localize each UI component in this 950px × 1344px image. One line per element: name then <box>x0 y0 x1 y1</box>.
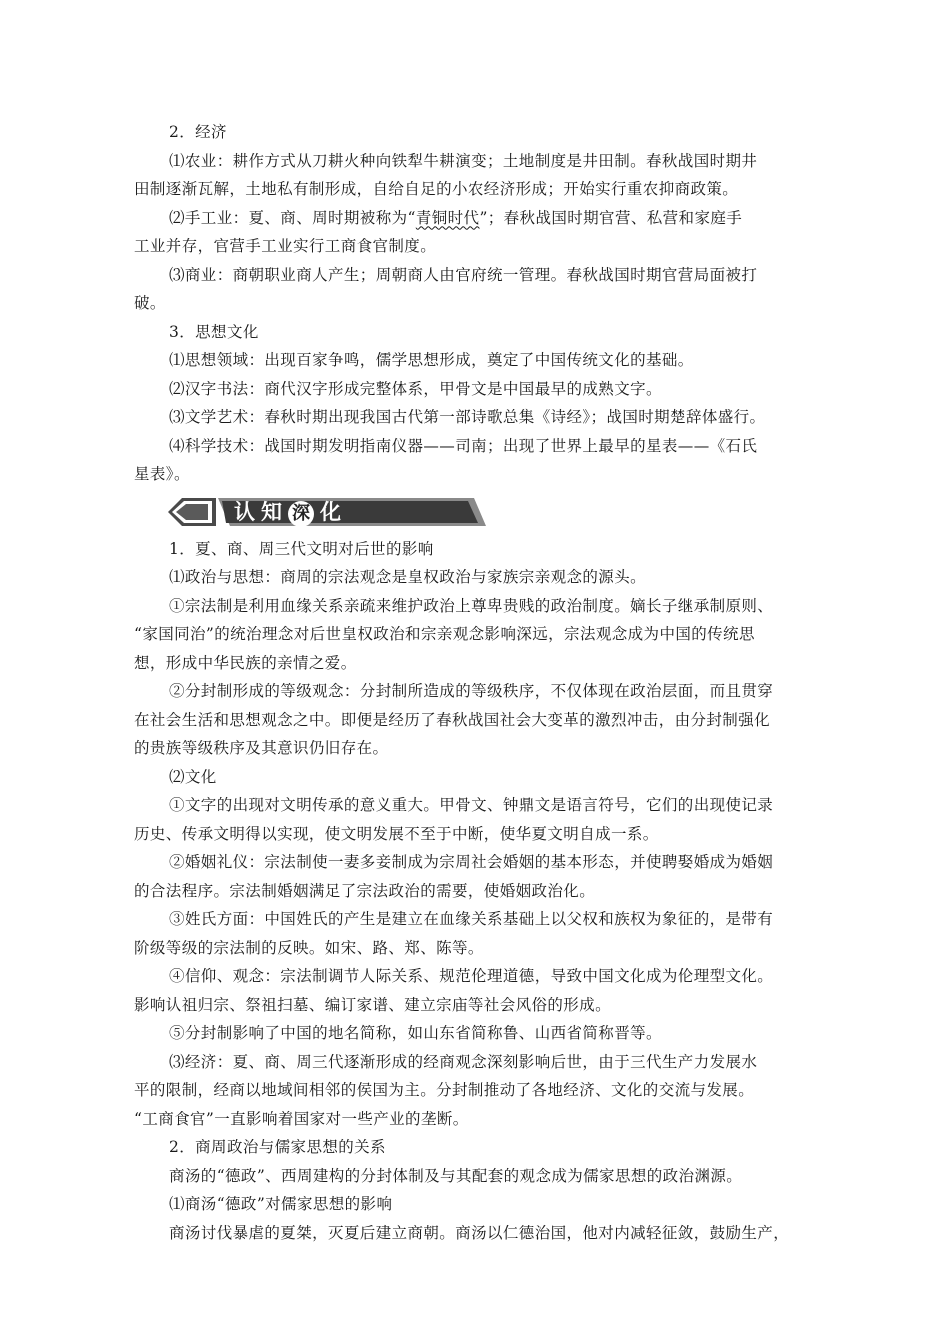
writing-line: ⑵汉字书法：商代汉字形成完整体系，甲骨文是中国最早的成熟文字。 <box>169 379 662 398</box>
handicraft-line-1 <box>134 204 824 233</box>
confucian-origin-line: 商汤的“德政”、西周建构的分封体制及与其配套的观念成为儒家思想的政治渊源。 <box>169 1166 743 1185</box>
surname-line-2: 阶级等级的宗法制的反映。如宋、路、郑、陈等。 <box>134 938 484 957</box>
shang-tang-line: 商汤讨伐暴虐的夏桀，灭夏后建立商朝。商汤以仁德治国，他对内减轻征敛，鼓励生产， <box>169 1223 790 1242</box>
belief-line-1: ④信仰、观念：宗法制调节人际关系、规范伦理道德，导致中国文化成为伦理型文化。 <box>169 967 774 985</box>
shang-tang-subheading: ⑴商汤“德政”对儒家思想的影响 <box>169 1195 393 1213</box>
arts-line: ⑶文学艺术：春秋时期出现我国古代第一部诗歌总集《诗经》；战国时期楚辞体盛行。 <box>169 408 766 426</box>
clan-line-2: “家国同治”的统治理念对后世皇权政治和宗亲观念影响深远，宗法观念成为中国的传统思 <box>134 625 755 643</box>
commerce-line-1: ⑶商业：商朝职业商人产生；周朝商人由官府统一管理。春秋战国时期官营局面被打 <box>169 265 758 284</box>
agriculture-line-2: 田制逐渐瓦解，土地私有制形成，自给自足的小农经济形成；开始实行重农抑商政策。 <box>134 180 739 198</box>
marriage-line-1: ②婚姻礼仪：宗法制使一妻多妾制成为宗周社会婚姻的基本形态，并使聘娶婚成为婚姻 <box>169 853 774 871</box>
marriage-line-2: 的合法程序。宗法制婚姻满足了宗法政治的需要，使婚姻政治化。 <box>134 881 596 900</box>
script-line-2: 历史、传承文明得以实现，使文明发展不至于中断，使华夏文明自成一系。 <box>134 824 659 843</box>
economy-heading: 2．经济 <box>169 123 227 141</box>
economy-line-2: 平的限制，经商以地域间相邻的侯国为主。分封制推动了各地经济、文化的交流与发展。 <box>134 1081 755 1099</box>
enfeoffment-line-2: 在社会生活和思想观念之中。即便是经历了春秋战国社会大变革的激烈冲击，由分封制强化 <box>134 710 771 729</box>
banner-title <box>234 498 347 527</box>
deepen-heading-2: 2．商周政治与儒家思想的关系 <box>169 1138 386 1156</box>
document-body <box>134 118 824 1247</box>
economy-line-3: “工商食官”一直影响着国家对一些产业的垄断。 <box>134 1109 469 1128</box>
enfeoffment-line-1: ②分封制形成的等级观念：分封制所造成的等级秩序，不仅体现在政治层面，而且贯穿 <box>169 682 774 700</box>
agriculture-line-1: ⑴农业：耕作方式从刀耕火种向铁犁牛耕演变；土地制度是井田制。春秋战国时期井 <box>169 151 758 170</box>
clan-line-1: ①宗法制是利用血缘关系亲疏来维护政治上尊卑贵贱的政治制度。嫡长子继承制原则、 <box>169 596 774 615</box>
belief-line-2: 影响认祖归宗、祭祖扫墓、编订家谱、建立宗庙等社会风俗的形成。 <box>134 995 612 1014</box>
banner-char-2: 知 <box>261 499 288 524</box>
handicraft-text-c: ”；春秋战国时期官营、私营和家庭手 <box>479 208 743 227</box>
handicraft-line-2: 工业并存，官营手工业实行工商食官制度。 <box>134 237 437 255</box>
section-banner <box>168 495 488 529</box>
culture-heading: 3．思想文化 <box>169 322 259 341</box>
deepen-heading-1: 1．夏、商、周三代文明对后世的影响 <box>169 539 434 558</box>
science-line-1: ⑷科学技术：战国时期发明指南仪器——司南；出现了世界上最早的星表——《石氏 <box>169 436 758 455</box>
economy-line-1: ⑶经济：夏、商、周三代逐渐形成的经商观念深刻影响后世，由于三代生产力发展水 <box>169 1052 758 1071</box>
script-line-1: ①文字的出现对文明传承的意义重大。甲骨文、钟鼎文是语言符号，它们的出现使记录 <box>169 796 774 814</box>
bronze-age-term: 青铜时代 <box>415 208 480 227</box>
clan-line-3: 想，形成中华民族的亲情之爱。 <box>134 653 357 672</box>
enfeoffment-line-3: 的贵族等级秩序及其意识仍旧存在。 <box>134 739 389 757</box>
placename-line: ⑤分封制影响了中国的地名简称，如山东省简称鲁、山西省简称晋等。 <box>169 1024 662 1042</box>
banner-char-4: 化 <box>320 499 347 524</box>
thought-line: ⑴思想领域：出现百家争鸣，儒学思想形成，奠定了中国传统文化的基础。 <box>169 351 694 369</box>
handicraft-text-a: ⑵手工业：夏、商、周时期被称为“ <box>169 208 416 227</box>
culture-subheading: ⑵文化 <box>169 767 217 786</box>
surname-line-1: ③姓氏方面：中国姓氏的产生是建立在血缘关系基础上以父权和族权为象征的，是带有 <box>169 910 774 928</box>
science-line-2: 星表》。 <box>134 465 190 483</box>
politics-line: ⑴政治与思想：商周的宗法观念是皇权政治与家族宗亲观念的源头。 <box>169 568 647 586</box>
commerce-line-2: 破。 <box>134 294 166 312</box>
banner-char-circled: 深 <box>288 501 314 527</box>
banner-char-1: 认 <box>234 499 261 524</box>
